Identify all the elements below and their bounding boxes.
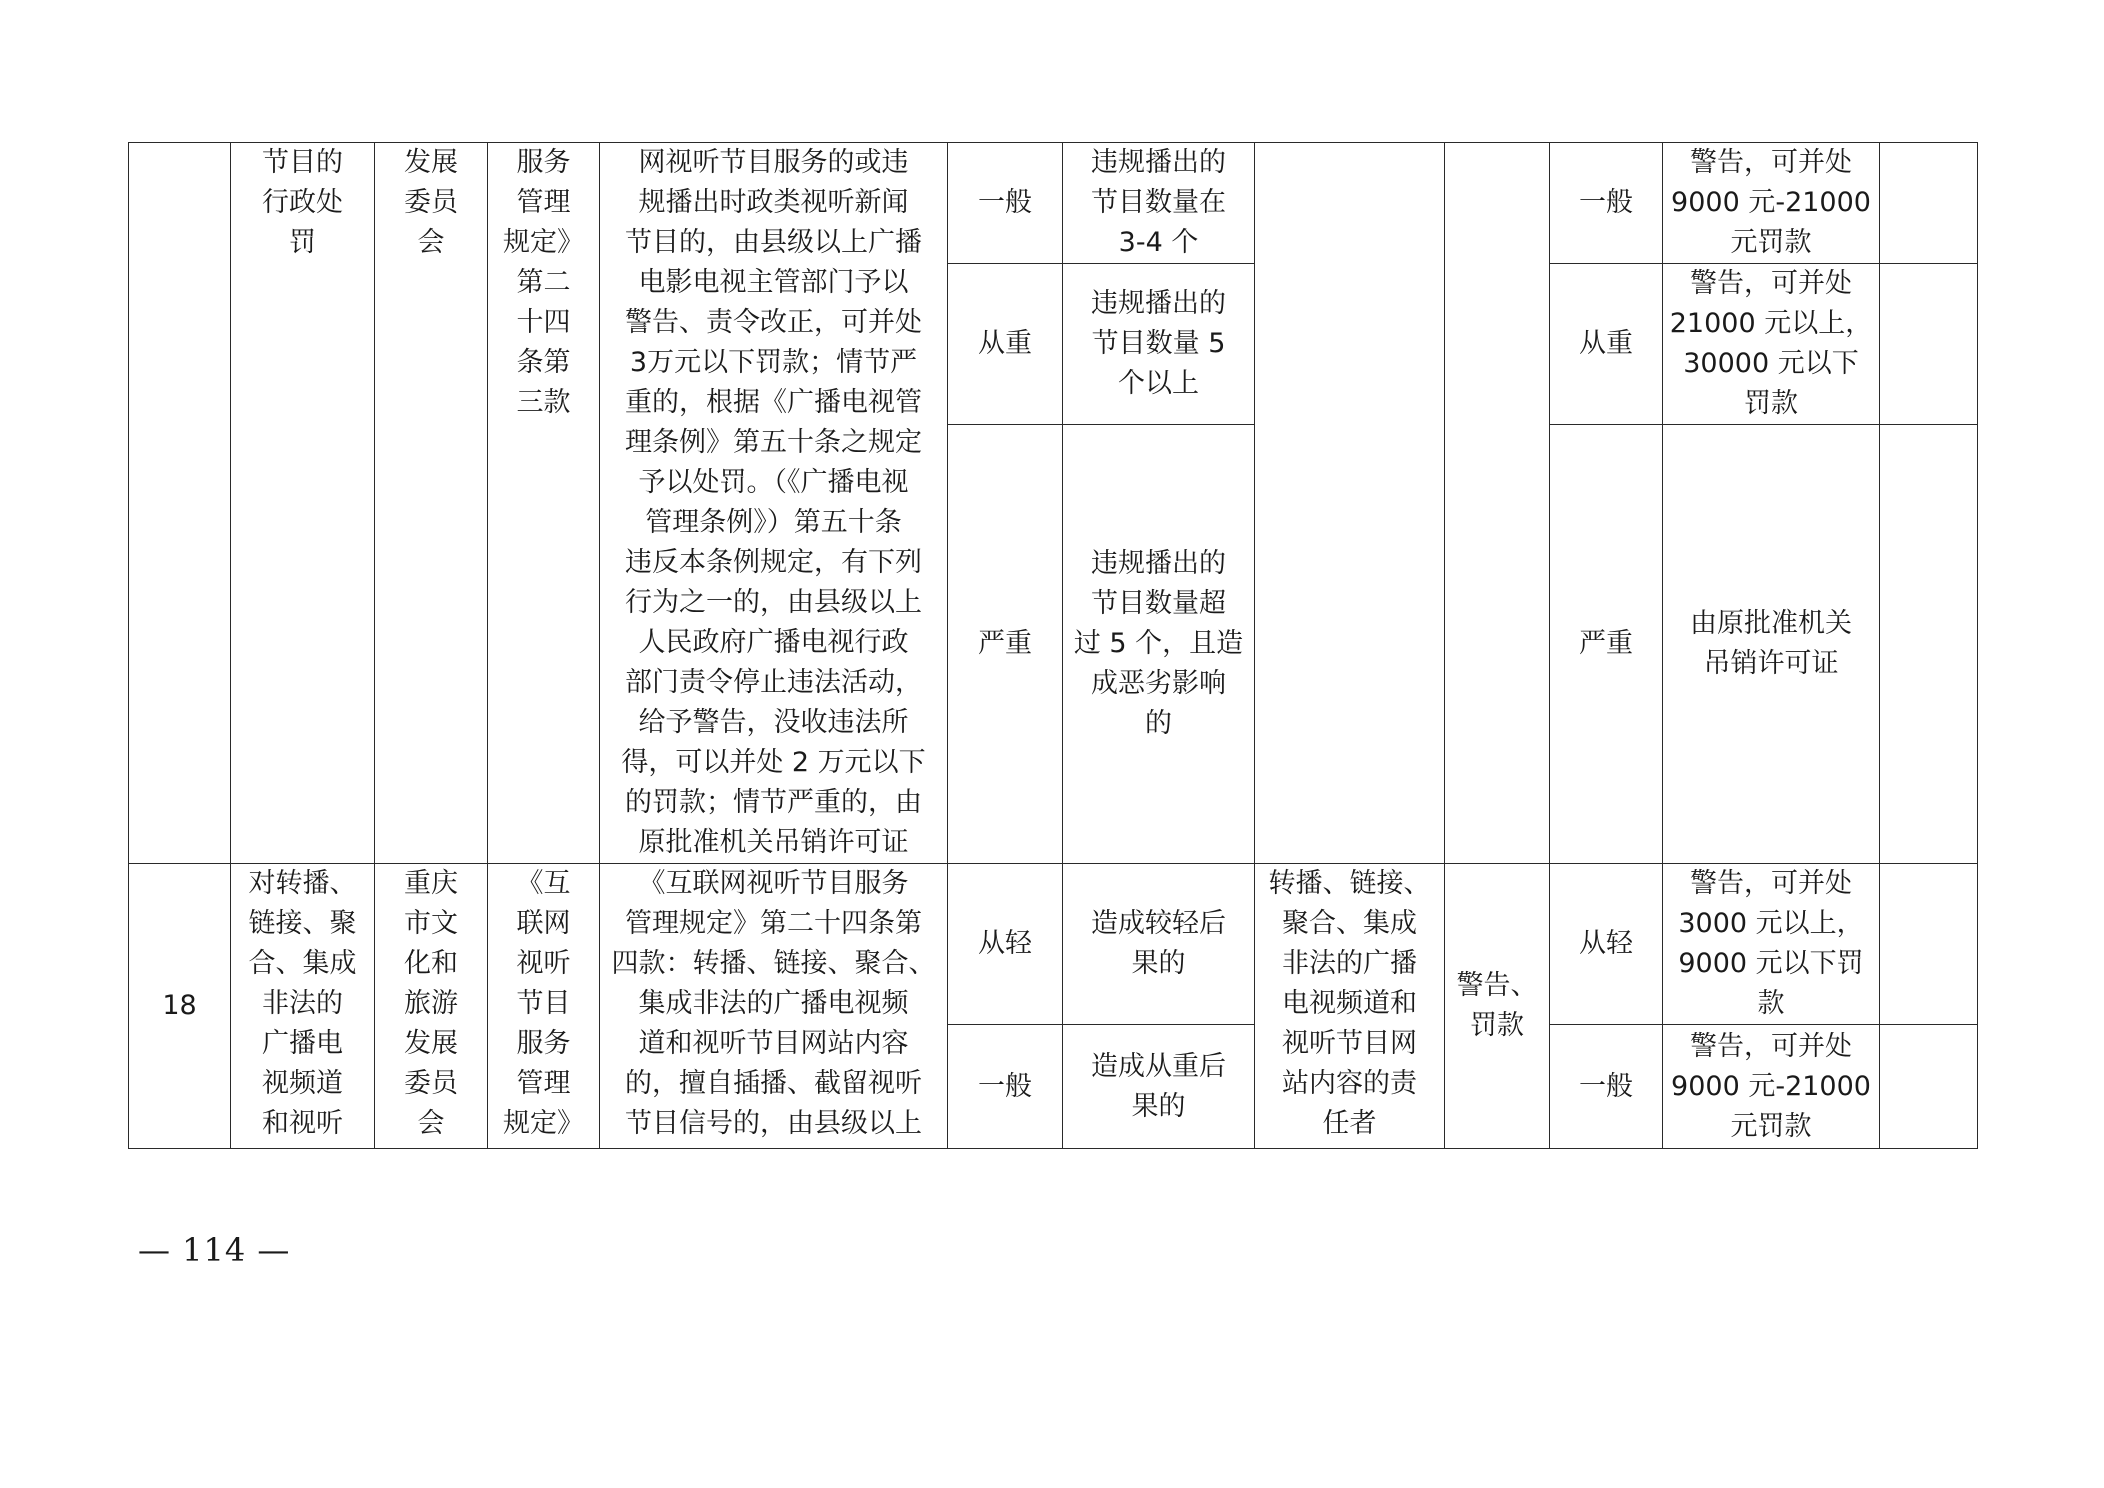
violation-level-cell: 一般	[948, 1025, 1063, 1149]
discretion-level-cell: 从重	[1550, 264, 1663, 425]
legal-basis-text-cell: 《互联网视听节目服务 管理规定》第二十四条第 四款：转播、链接、聚合、 集成非法的广播电视频 道和视听节目网站内容 的，擅自插播、截留视听 节目信号的，由县级以上	[600, 864, 948, 1149]
circumstance-cell: 违规播出的 节目数量 5 个以上	[1063, 264, 1255, 425]
legal-basis-title-cell: 服务 管理 规定》 第二 十四 条第 三款	[488, 143, 600, 864]
circumstance-cell: 违规播出的 节目数量在 3-4 个	[1063, 143, 1255, 264]
penalty-type-cell: 警告、 罚款	[1445, 864, 1550, 1149]
penalty-standards-table	[128, 142, 1978, 1149]
violation-level-cell: 一般	[948, 143, 1063, 264]
penalty-type-cell	[1445, 143, 1550, 864]
index-cell	[129, 143, 231, 864]
penalty-standard-cell: 警告，可并处 21000 元以上， 30000 元以下 罚款	[1663, 264, 1880, 425]
circumstance-cell: 造成较轻后 果的	[1063, 864, 1255, 1025]
table-row	[129, 143, 1978, 264]
table-row	[129, 864, 1978, 1025]
department-cell: 重庆 市文 化和 旅游 发展 委员 会	[375, 864, 488, 1149]
remarks-cell	[1880, 864, 1978, 1025]
discretion-level-cell: 一般	[1550, 1025, 1663, 1149]
legal-basis-title-cell: 《互 联网 视听 节目 服务 管理 规定》	[488, 864, 600, 1149]
discretion-level-cell: 严重	[1550, 425, 1663, 864]
penalty-standard-cell: 警告，可并处 3000 元以上， 9000 元以下罚 款	[1663, 864, 1880, 1025]
subject-cell	[1255, 143, 1445, 864]
penalty-standard-cell: 警告，可并处 9000 元-21000 元罚款	[1663, 143, 1880, 264]
violation-level-cell: 从轻	[948, 864, 1063, 1025]
item-name-cell: 节目的 行政处 罚	[231, 143, 375, 864]
discretion-level-cell: 从轻	[1550, 864, 1663, 1025]
violation-level-cell: 从重	[948, 264, 1063, 425]
penalty-standard-cell: 由原批准机关 吊销许可证	[1663, 425, 1880, 864]
legal-basis-text-cell: 网视听节目服务的或违 规播出时政类视听新闻 节目的，由县级以上广播 电影电视主管部门予以 警告、责令改正，可并处 3万元以下罚款；情节严 重的，根据《广播电视管 理条例》第五十条之规定 予以处罚。（《广播电视 管理条例》）第五十条 违反本条例规定，有下列 行为之一的，由县级以上 人民政府广播电视行政 部门责令停止违法活动， 给予警告，没收违法所 得，可以并处 2 万元以下 的罚款；情节严重的，由 原批准机关吊销许可证	[600, 143, 948, 864]
remarks-cell	[1880, 1025, 1978, 1149]
violation-level-cell: 严重	[948, 425, 1063, 864]
remarks-cell	[1880, 425, 1978, 864]
index-cell: 18	[129, 864, 231, 1149]
circumstance-cell: 造成从重后 果的	[1063, 1025, 1255, 1149]
item-name-cell: 对转播、 链接、聚 合、集成 非法的 广播电 视频道 和视听	[231, 864, 375, 1149]
page-number: — 114 —	[138, 1231, 291, 1269]
remarks-cell	[1880, 143, 1978, 264]
department-cell: 发展 委员 会	[375, 143, 488, 864]
remarks-cell	[1880, 264, 1978, 425]
discretion-level-cell: 一般	[1550, 143, 1663, 264]
penalty-standard-cell: 警告，可并处 9000 元-21000 元罚款	[1663, 1025, 1880, 1149]
subject-cell: 转播、链接、 聚合、集成 非法的广播 电视频道和 视听节目网 站内容的责 任者	[1255, 864, 1445, 1149]
circumstance-cell: 违规播出的 节目数量超 过 5 个，且造 成恶劣影响 的	[1063, 425, 1255, 864]
